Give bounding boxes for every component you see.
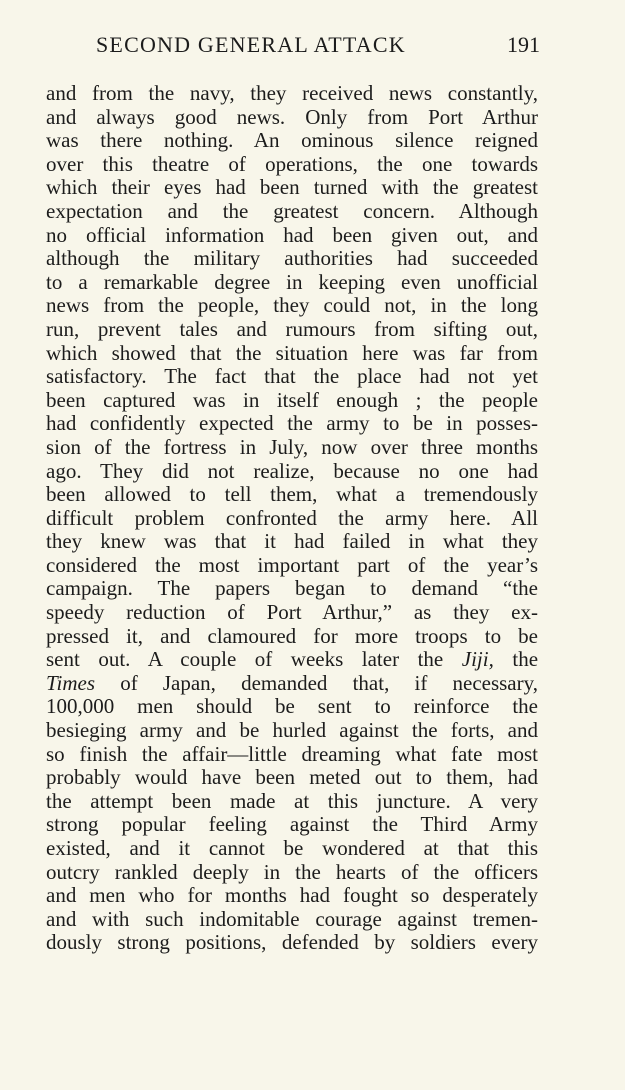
italic-newspaper-name: Times: [46, 670, 96, 695]
text-line: existed, and it cannot be wondered at that this: [46, 836, 538, 860]
text-line: they knew was that it had failed in what they: [46, 529, 538, 554]
text-line: difficult problem confronted the army here. All: [46, 505, 538, 530]
text-line: had confidently expected the army to be in posses-: [46, 411, 538, 436]
text-line: to a remarkable degree in keeping even unofficial: [46, 269, 538, 294]
text-line: been allowed to tell them, what a tremendously: [46, 482, 538, 507]
text-line: was there nothing. An ominous silence reigned: [46, 128, 538, 153]
text-line: and men who for months had fought so desperately: [46, 883, 538, 908]
text-line: strong popular feeling against the Third Army: [46, 812, 538, 837]
line-segment: of Japan, demanded that, if necessary,: [120, 670, 539, 695]
text-line: and with such indomitable courage against tremen-: [46, 906, 538, 931]
line-segment: the: [512, 647, 539, 672]
text-line: considered the most important part of the year’s: [46, 552, 538, 577]
body-text: [46, 82, 538, 955]
line-segment: sent out. A couple of weeks later the: [46, 647, 444, 672]
text-line: been captured was in itself enough ; the people: [46, 387, 538, 412]
text-line: ago. They did not realize, because no one had: [46, 458, 538, 483]
text-line: which showed that the situation here was far from: [46, 340, 538, 365]
text-line: and from the navy, they received news constantly,: [46, 81, 538, 105]
text-line: run, prevent tales and rumours from sifting out,: [46, 316, 538, 341]
chapter-running-title: SECOND GENERAL ATTACK: [96, 32, 406, 57]
text-line: which their eyes had been turned with the greatest: [46, 175, 538, 200]
text-line: and always good news. Only from Port Arthur: [46, 104, 538, 129]
text-line: no official information had been given out, and: [46, 222, 538, 247]
text-line: pressed it, and clamoured for more troops to be: [46, 623, 538, 648]
text-line: speedy reduction of Port Arthur,” as they ex-: [46, 600, 538, 625]
text-line: expectation and the greatest concern. Although: [46, 198, 538, 223]
text-line-with-italic: [46, 672, 538, 696]
text-line: outcry rankled deeply in the hearts of the officers: [46, 859, 538, 884]
text-line: sion of the fortress in July, now over three months: [46, 434, 538, 459]
text-line: 100,000 men should be sent to reinforce the: [46, 694, 538, 719]
text-line: news from the people, they could not, in the long: [46, 293, 538, 318]
text-line: campaign. The papers began to demand “the: [46, 576, 538, 601]
text-line: dously strong positions, defended by soldiers every: [46, 930, 538, 955]
page-number: 191: [507, 32, 540, 57]
text-line: satisfactory. The fact that the place had not yet: [46, 364, 538, 389]
text-line: so finish the affair—little dreaming what fate most: [46, 741, 538, 766]
text-line: besieging army and be hurled against the forts, and: [46, 718, 538, 743]
text-line: over this theatre of operations, the one towards: [46, 151, 538, 176]
text-line: probably would have been meted out to them, had: [46, 765, 538, 790]
running-head: [96, 32, 540, 62]
italic-newspaper-name: Jiji,: [461, 647, 494, 672]
text-line: the attempt been made at this juncture. A very: [46, 788, 538, 813]
text-line-with-italic: [46, 648, 538, 672]
text-line: although the military authorities had succeeded: [46, 246, 538, 271]
